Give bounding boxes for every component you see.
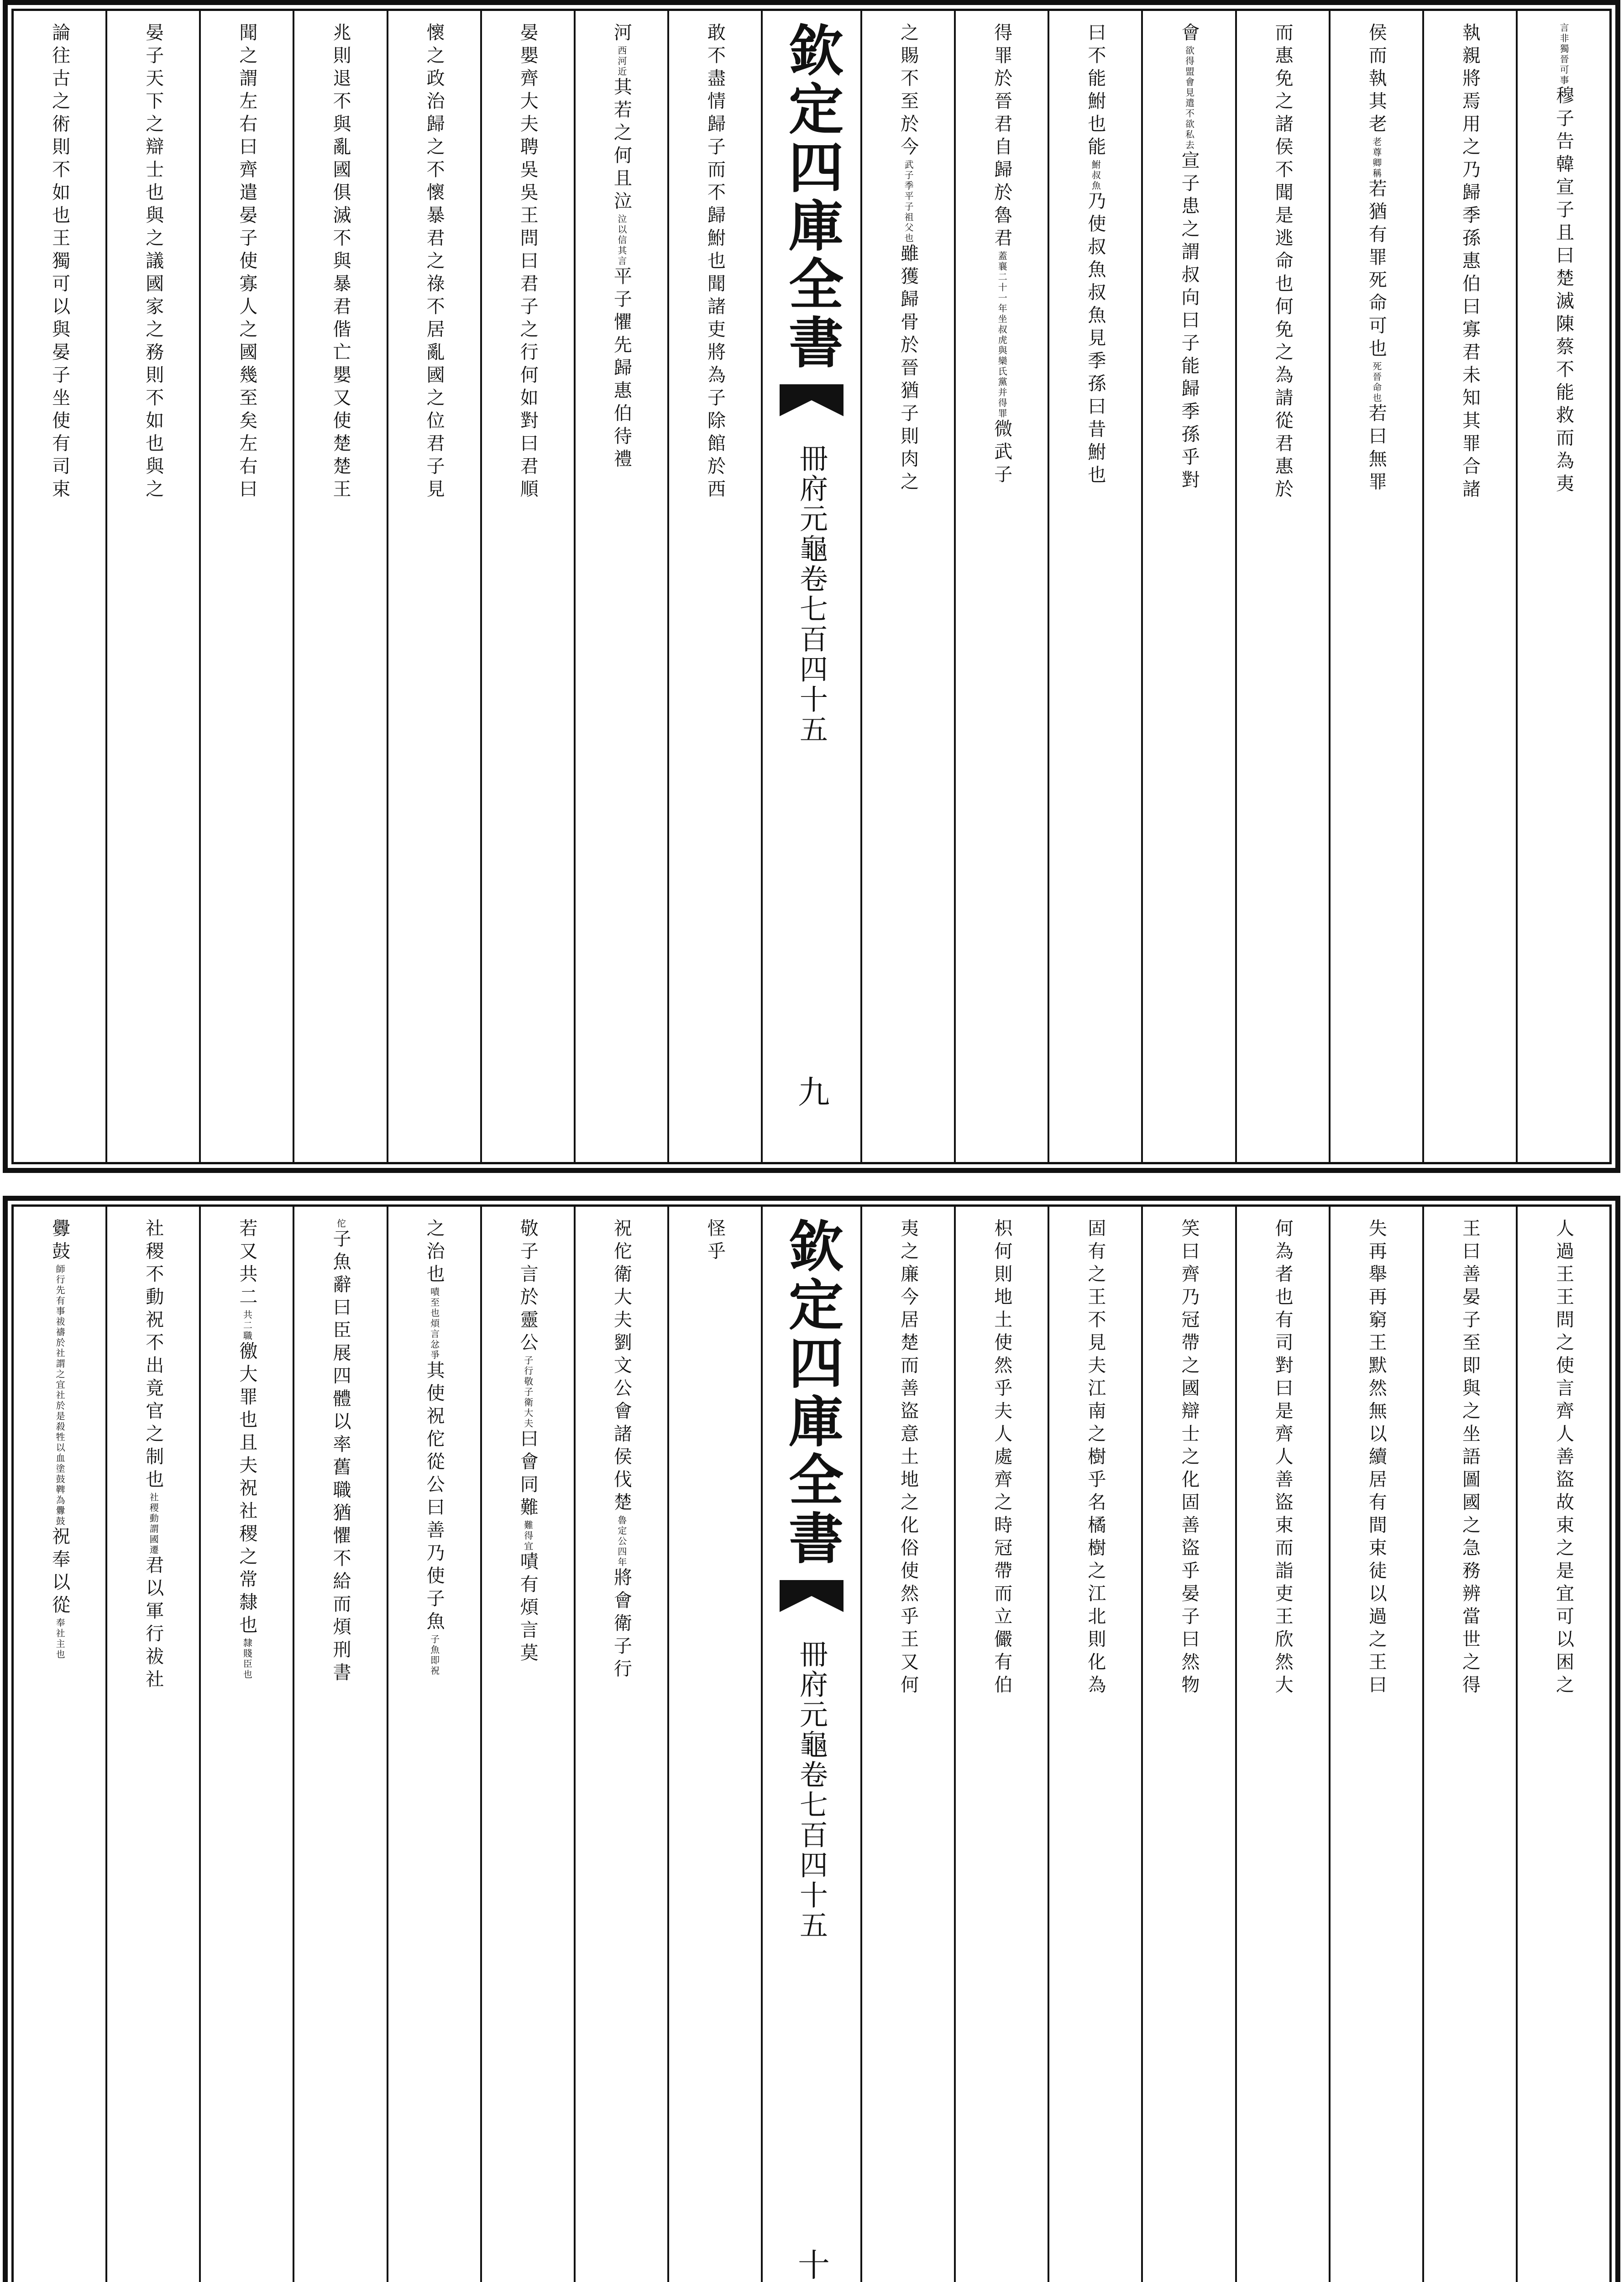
annotation-note: 泣以信其言 (616, 214, 627, 267)
main-text: 其若之何且泣 (611, 77, 632, 214)
text-column (860, 1207, 954, 2282)
text-column (1329, 11, 1422, 1162)
column-content (1422, 1207, 1516, 2282)
annotation-note: 言非獨晉可事 (1558, 23, 1570, 86)
bottom-page-columns (14, 1207, 1609, 2282)
annotation-note: 社稷動謂國遷 (148, 1492, 159, 1555)
main-text: 怪乎 (704, 1219, 726, 1264)
main-text: 枳何則地土使然乎夫人處齊之時冠帶而立儼有伯 (991, 1219, 1012, 1698)
main-text: 夷之廉今居楚而善盜意土地之化俗使然乎王又何 (897, 1219, 919, 1698)
main-text: 若猶有罪死命可也 (1366, 179, 1387, 361)
text-column (1329, 1207, 1422, 2282)
main-text: 嘖有煩言莫 (517, 1552, 539, 1666)
text-column (14, 11, 105, 1162)
column-content (293, 1207, 386, 2282)
text-column (199, 1207, 293, 2282)
main-text: 其使祝佗從公曰善乃使子魚 (424, 1361, 445, 1634)
top-page-frame (3, 0, 1620, 1173)
main-text: 雖獲歸骨於晉猶子則肉之 (897, 244, 919, 495)
text-column (480, 11, 574, 1162)
main-text: 執親將焉用之乃歸季孫惠伯曰寡君未知其罪合諸 (1459, 23, 1481, 502)
main-text: 敢不盡情歸子而不歸鮒也聞諸吏將為子除館於西 (704, 23, 726, 502)
annotation-note: 子魚即祝 (429, 1634, 440, 1676)
column-content (860, 11, 954, 1162)
annotation-note: 隸賤臣也 (241, 1638, 253, 1680)
column-content (860, 1207, 954, 2282)
column-content (1235, 1207, 1329, 2282)
annotation-note: 死晉命也 (1371, 361, 1382, 403)
main-text: 子魚辭曰臣展四體以率舊職猶懼不給而煩刑書 (330, 1229, 351, 1685)
annotation-note: 武子季平子祖父也 (903, 160, 914, 244)
column-content (667, 1207, 761, 2282)
column-content (14, 1207, 105, 2282)
text-column (480, 1207, 574, 2282)
text-column (574, 11, 667, 1162)
column-content (14, 11, 105, 1162)
annotation-note: 西河近 (616, 46, 627, 77)
text-column (293, 11, 386, 1162)
column-content (105, 11, 199, 1162)
text-column (1422, 11, 1516, 1162)
main-text: 晏子天下之辯士也與之議國家之務則不如也與之 (142, 23, 164, 502)
text-column (1235, 11, 1329, 1162)
top-page-columns (14, 11, 1609, 1162)
column-content (199, 11, 293, 1162)
folio-number: 十 (792, 2248, 830, 2280)
column-content (574, 1207, 667, 2282)
text-column (1516, 1207, 1609, 2282)
column-content (1329, 1207, 1422, 2282)
main-text: 兆則退不與亂國俱滅不與暴君偕亡嬰又使楚楚王 (330, 23, 351, 502)
text-column (105, 1207, 199, 2282)
text-column (1235, 1207, 1329, 2282)
annotation-note: 鮒叔魚 (1090, 160, 1101, 191)
main-text: 徼大罪也且夫祝社稷之常隸也 (236, 1341, 257, 1638)
main-text: 微武子 (991, 419, 1012, 487)
column-content (387, 11, 480, 1162)
text-column (387, 1207, 480, 2282)
text-column (954, 11, 1048, 1162)
column-content (667, 11, 761, 1162)
main-text: 論往古之術則不如也王獨可以與晏子坐使有司束 (49, 23, 70, 502)
column-content (954, 1207, 1048, 2282)
bottom-page-frame (3, 1196, 1620, 2282)
annotation-note: 嘖至也煩言忿爭 (429, 1287, 440, 1361)
annotation-note: 子行敬子衛大夫 (522, 1356, 534, 1429)
annotation-note: 師行先有事祓禱於社謂之宜社於是殺牲以血塗鼓鞞為釁鼓 (54, 1264, 66, 1527)
text-column (574, 1207, 667, 2282)
column-content (105, 1207, 199, 2282)
main-text: 笑曰齊乃冠帶之國辯士之化固善盜乎晏子曰然物 (1178, 1219, 1200, 1698)
column-content (574, 11, 667, 1162)
annotation-note: 欲得盟會見遣不欲私去 (1184, 46, 1195, 151)
main-text: 固有之王不見夫江南之樹乎名橘樹之江北則化為 (1084, 1219, 1106, 1698)
main-text: 祝佗衛大夫劉文公會諸侯伐楚 (611, 1219, 632, 1515)
main-text: 曰會同難 (517, 1429, 539, 1520)
book-title: 欽定四庫全書 (780, 22, 844, 372)
column-content (480, 1207, 574, 2282)
text-column (14, 1207, 105, 2282)
fish-tail-icon (777, 380, 846, 421)
text-column (667, 1207, 761, 2282)
column-content (199, 1207, 293, 2282)
main-text: 穆子告韓宣子且曰楚滅陳蔡不能救而為夷 (1553, 86, 1574, 497)
main-text: 侯而執其老 (1366, 23, 1387, 137)
main-text: 懷之政治歸之不懷暴君之祿不居亂國之位君子見 (424, 23, 445, 502)
main-text: 祝奉以從 (49, 1527, 70, 1618)
text-column (199, 11, 293, 1162)
volume-label: 冊府元龜卷七百四十五 (795, 444, 828, 745)
column-content (480, 11, 574, 1162)
main-text: 而惠免之諸侯不聞是逃命也何免之為請從君惠於 (1272, 23, 1294, 502)
column-content (387, 1207, 480, 2282)
annotation-note: 共二職 (241, 1310, 253, 1341)
main-text: 釁鼓 (49, 1219, 70, 1264)
main-text: 晏嬰齊大夫聘吳吳王問曰君子之行何如對曰君順 (517, 23, 539, 502)
main-text: 曰不能鮒也能 (1084, 23, 1106, 160)
main-text: 社稷不動祝不出竟官之制也 (142, 1219, 164, 1492)
annotation-note: 奉社主也 (54, 1618, 66, 1660)
column-content (1422, 11, 1516, 1162)
main-text: 君以軍行祓社 (142, 1555, 164, 1692)
main-text: 聞之謂左右曰齊遣晏子使寡人之國幾至矣左右曰 (236, 23, 257, 502)
column-content (1048, 1207, 1141, 2282)
main-text: 乃使叔魚叔魚見季孫曰昔鮒也 (1084, 191, 1106, 488)
text-column (293, 1207, 386, 2282)
center-title-column (761, 11, 860, 1162)
main-text: 敬子言於靈公 (517, 1219, 539, 1356)
column-content (1329, 11, 1422, 1162)
main-text: 將會衛子行 (611, 1568, 632, 1682)
main-text: 會 (1178, 23, 1200, 46)
column-content (1141, 11, 1235, 1162)
text-column (954, 1207, 1048, 2282)
text-column (105, 11, 199, 1162)
main-text: 若曰無罪 (1366, 403, 1387, 495)
text-column (1141, 11, 1235, 1162)
main-text: 河 (611, 23, 632, 46)
main-text: 王曰善晏子至即與之坐語圖國之急務辨當世之得 (1459, 1219, 1481, 1698)
text-column (1422, 1207, 1516, 2282)
main-text: 失再舉再窮王默然無以續居有間束徒以過之王曰 (1366, 1219, 1387, 1698)
text-column (860, 11, 954, 1162)
annotation-note: 難得宜 (522, 1520, 534, 1552)
annotation-note: 佗 (335, 1219, 346, 1229)
column-content (1516, 1207, 1609, 2282)
main-text: 宣子患之謂叔向曰子能歸季孫乎對 (1178, 151, 1200, 493)
column-content (1516, 11, 1609, 1162)
main-text: 之賜不至於今 (897, 23, 919, 160)
main-text: 平子懼先歸惠伯待禮 (611, 267, 632, 472)
text-column (1516, 11, 1609, 1162)
text-column (387, 11, 480, 1162)
main-text: 之治也 (424, 1219, 445, 1287)
annotation-note: 老尊卿稱 (1371, 137, 1382, 179)
main-text: 何為者也有司對曰是齊人善盜束而詣吏王欣然大 (1272, 1219, 1294, 1698)
column-content (1048, 11, 1141, 1162)
main-text: 若又共二 (236, 1219, 257, 1310)
column-content (1235, 11, 1329, 1162)
annotation-note: 蓋襄二十一年坐叔虎與欒氏黨并得罪 (996, 251, 1008, 419)
column-content (293, 11, 386, 1162)
book-title: 欽定四庫全書 (780, 1218, 844, 1568)
column-content (954, 11, 1048, 1162)
column-content (1141, 1207, 1235, 2282)
main-text: 得罪於晉君自歸於魯君 (991, 23, 1012, 251)
center-title-column (761, 1207, 860, 2282)
main-text: 人過王王問之使言齊人善盜故束之是宜可以困之 (1553, 1219, 1574, 1698)
text-column (1048, 1207, 1141, 2282)
text-column (1048, 11, 1141, 1162)
volume-label: 冊府元龜卷七百四十五 (795, 1639, 828, 1941)
folio-number: 九 (792, 1075, 830, 1107)
fish-tail-icon (777, 1575, 846, 1617)
text-column (1141, 1207, 1235, 2282)
annotation-note: 魯定公四年 (616, 1515, 627, 1568)
text-column (667, 11, 761, 1162)
